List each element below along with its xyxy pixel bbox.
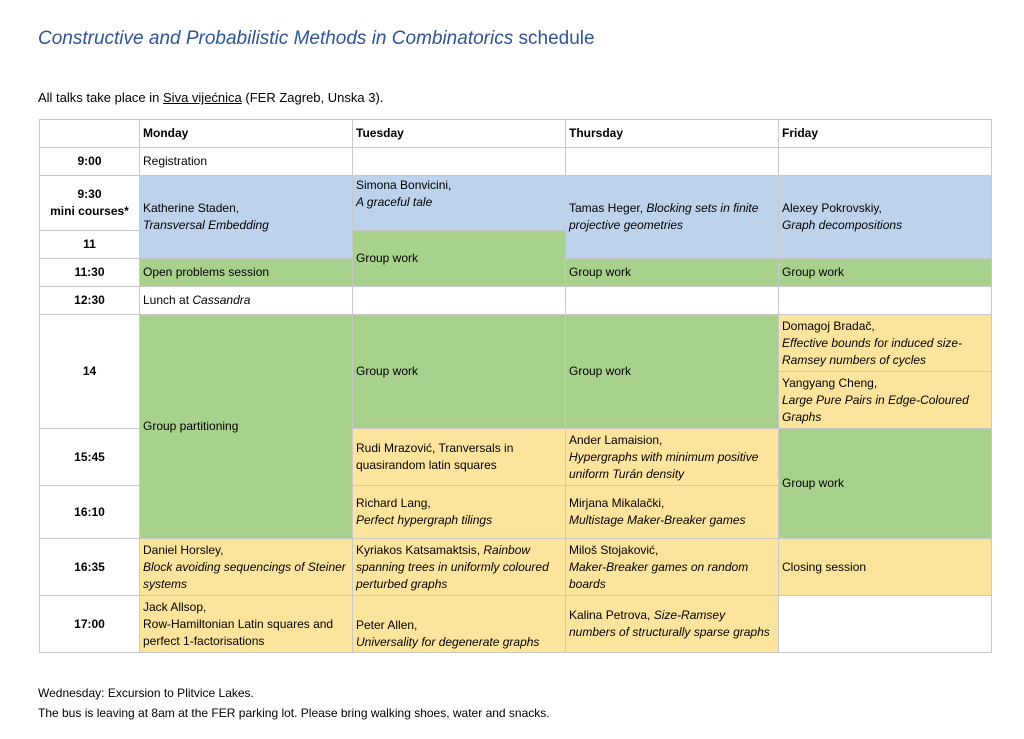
cell-thu-0930	[566, 176, 779, 259]
venue-intro	[38, 90, 383, 105]
cell-fri-0930	[779, 176, 992, 259]
lunch-venue: Cassandra	[192, 293, 251, 307]
day-header-thursday: Thursday	[566, 120, 779, 148]
cell-mon-partitioning: Group partitioning	[140, 315, 353, 539]
time-1610: 16:10	[40, 486, 140, 539]
footer-bus-note: The bus is leaving at 8am at the FER parking lot. Please bring walking shoes, water and snacks.	[38, 706, 550, 720]
cell-thu-1700	[566, 596, 779, 653]
venue-link[interactable]: Siva vijećnica	[163, 90, 242, 105]
cell-mon-0900: Registration	[140, 148, 353, 176]
cell-mon-1130: Open problems session	[140, 259, 353, 287]
day-header-monday: Monday	[140, 120, 353, 148]
page-title-rest: schedule	[513, 28, 595, 49]
cell-thu-1400: Group work	[566, 315, 779, 429]
day-header-tuesday: Tuesday	[353, 120, 566, 148]
schedule-table	[39, 119, 992, 653]
speaker-name: Simona Bonvicini,	[356, 178, 452, 192]
speaker-name: Kalina Petrova,	[569, 608, 654, 622]
cell-tue-1230	[353, 287, 566, 315]
cell-fri-0900	[779, 148, 992, 176]
cell-thu-0900	[566, 148, 779, 176]
cell-tue-1545: Rudi Mrazović, Tranversals in quasirandom latin squares	[353, 429, 566, 486]
time-1100: 11	[40, 231, 140, 259]
page-title-italic: Constructive and Probabilistic Methods in Combinatorics	[38, 28, 514, 49]
cell-thu-1635	[566, 539, 779, 596]
footer-excursion: Wednesday: Excursion to Plitvice Lakes.	[38, 686, 254, 700]
intro-before: All talks take place in	[38, 90, 164, 105]
talk-title: Hypergraphs with minimum positive uniform Turán density	[569, 449, 759, 481]
talk-title: Perfect hypergraph tilings	[356, 513, 493, 527]
cell-tue-1610	[353, 486, 566, 539]
speaker-name: Daniel Horsley,	[143, 542, 224, 557]
speaker-name: Peter Allen,	[356, 618, 418, 632]
cell-mon-1700	[140, 596, 353, 653]
talk-title: Large Pure Pairs in Edge-Coloured Graphs	[782, 392, 969, 424]
speaker-name: Jack Allsop,	[143, 599, 207, 614]
time-0900: 9:00	[40, 148, 140, 176]
cell-fri-1130: Group work	[779, 259, 992, 287]
lunch-label: Lunch at	[143, 293, 193, 307]
cell-fri-1545: Group work	[779, 429, 992, 539]
talk-title: A graceful tale	[356, 195, 433, 209]
talk-title: Multistage Maker-Breaker games	[569, 513, 746, 527]
talk-title: Row-Hamiltonian Latin squares and perfect 1-factorisations	[143, 616, 334, 648]
talk-title: Block avoiding sequencings of Steiner systems	[143, 559, 346, 591]
cell-tue-1400: Group work	[353, 315, 566, 429]
speaker-name: Domagoj Bradač,	[782, 318, 875, 333]
talk-title: Universality for degenerate graphs	[356, 635, 540, 649]
speaker-name: Yangyang Cheng,	[782, 375, 878, 390]
speaker-name: Tamas Heger,	[569, 201, 647, 215]
talk-title: Effective bounds for induced size-Ramsey numbers of cycles	[782, 335, 963, 367]
speaker-name: Miloš Stojaković,	[569, 542, 659, 557]
corner-cell	[40, 120, 140, 148]
time-1700: 17:00	[40, 596, 140, 653]
talk-title: Maker-Breaker games on random boards	[569, 559, 749, 591]
cell-mon-1635	[140, 539, 353, 596]
speaker-name: Katherine Staden,	[143, 201, 240, 215]
cell-fri-1400-b	[779, 372, 992, 429]
cell-mon-1230	[140, 287, 353, 315]
time-0930-label: 9:30	[77, 187, 102, 201]
cell-tue-1700	[353, 596, 566, 653]
speaker-name: Mirjana Mikalački,	[569, 496, 665, 510]
cell-fri-1635: Closing session	[779, 539, 992, 596]
cell-tue-0900	[353, 148, 566, 176]
cell-fri-1400-a	[779, 315, 992, 372]
cell-tue-1635	[353, 539, 566, 596]
speaker-name: Kyriakos Katsamaktsis,	[356, 542, 484, 557]
day-header-friday: Friday	[779, 120, 992, 148]
talk-title: Size-Ramsey numbers of structurally sparse graphs	[569, 608, 770, 639]
time-0930	[40, 176, 140, 231]
cell-thu-1230	[566, 287, 779, 315]
cell-thu-1130: Group work	[566, 259, 779, 287]
cell-mon-0930	[140, 176, 353, 259]
time-1400: 14	[40, 315, 140, 429]
time-1130: 11:30	[40, 259, 140, 287]
speaker-name: Ander Lamaision,	[569, 432, 663, 447]
speaker-name: Richard Lang,	[356, 496, 431, 510]
cell-thu-1610	[566, 486, 779, 539]
speaker-name: Alexey Pokrovskiy,	[782, 201, 882, 215]
time-0930-sub: mini courses*	[50, 204, 129, 218]
intro-after: (FER Zagreb, Unska 3).	[241, 90, 384, 105]
cell-fri-1700	[779, 596, 992, 653]
cell-tue-0930	[353, 176, 566, 231]
talk-title: Graph decompositions	[782, 218, 903, 232]
talk-title: Rainbow spanning trees in uniformly coloured perturbed graphs	[356, 542, 549, 591]
time-1545: 15:45	[40, 429, 140, 486]
page-title	[38, 28, 595, 50]
cell-fri-1230	[779, 287, 992, 315]
time-1230: 12:30	[40, 287, 140, 315]
talk-title: Blocking sets in finite projective geometries	[569, 201, 759, 232]
time-1635: 16:35	[40, 539, 140, 596]
cell-thu-1545	[566, 429, 779, 486]
cell-tue-1100: Group work	[353, 231, 566, 287]
talk-title: Transversal Embedding	[143, 218, 269, 232]
